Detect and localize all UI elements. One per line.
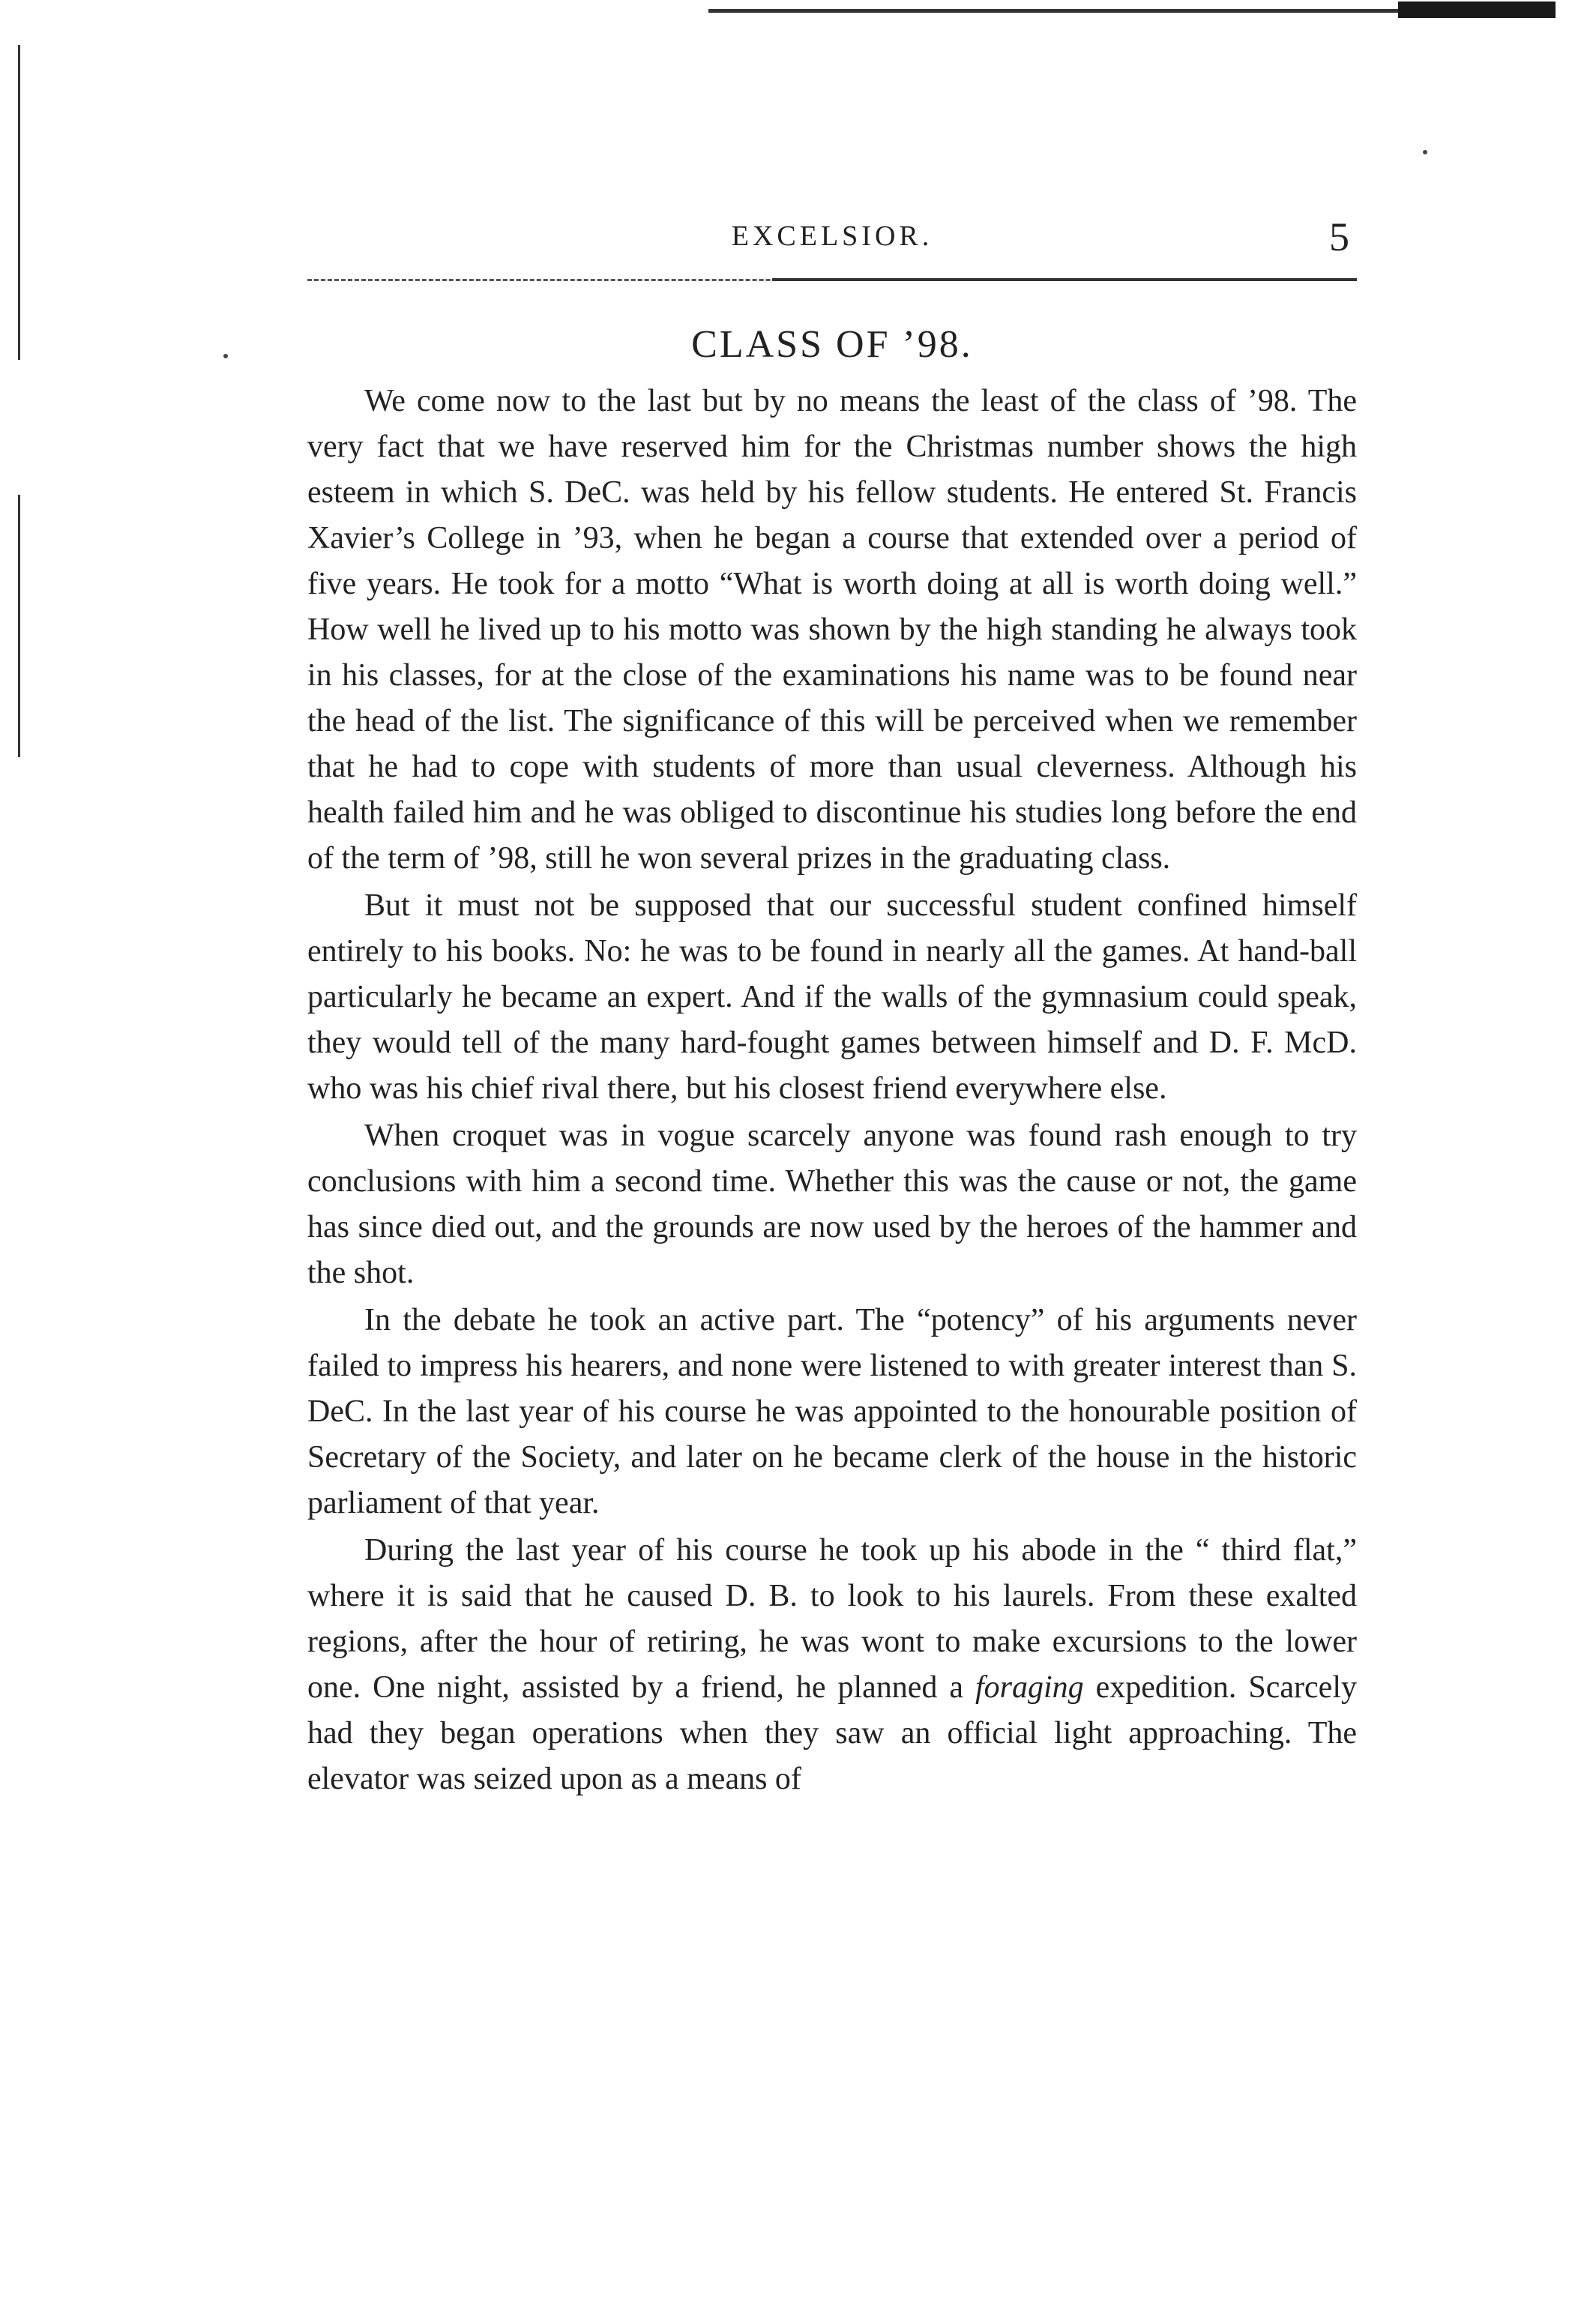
page-number: 5: [1329, 214, 1349, 259]
paragraph-text: During the last year of his course he took up his abode in the “ third flat,” where it is said that he caused D. B. to look to his laurels. From these exalted regions, after the hour of retiring, he was wont to make excursions to the lower one. One night, assisted by a friend, he planned a: [307, 1533, 1357, 1705]
italic-word: foraging: [975, 1670, 1084, 1705]
paragraph: When croquet was in vogue scarcely anyone was found rash enough to try conclusions with him a second time. Whether this was the cause or not, the game has since died out, and the grounds are now used by the heroes of the hammer and the shot.: [307, 1119, 1357, 1290]
article-body: [307, 379, 1357, 1804]
article-title: CLASS OF ’98.: [691, 323, 973, 366]
header-rule-solid: [772, 278, 1357, 281]
paragraph-text: expedition. Scarcely had they began operations when they saw an official light approaching. The elevator was seized upon as a means of: [307, 1670, 1357, 1796]
binding-mark-lower: [18, 495, 20, 757]
scan-speck: [223, 354, 228, 358]
top-edge-rule: [708, 9, 1398, 13]
binding-mark-upper: [18, 45, 20, 360]
running-title: EXCELSIOR.: [731, 220, 933, 252]
scan-speck: [1423, 150, 1427, 154]
running-head: [307, 214, 1357, 266]
paragraph: [307, 1528, 1357, 1802]
paragraph: In the debate he took an active part. The “potency” of his arguments never failed to impress his hearers, and none were listened to with greater interest than S. DeC. In the last year of his course he was appointed to the honourable position of Secretary of the Society, and later on he became clerk of the house in the historic parliament of that year.: [307, 1303, 1357, 1520]
paragraph: But it must not be supposed that our successful student confined himself entirely to his books. No: he was to be found in nearly all the games. At hand-ball particularly he became an expert. And if the walls of the gymnasium could speak, they would tell of the many hard-fought games between himself and D. F. McD. who was his chief rival there, but his closest friend everywhere else.: [307, 888, 1357, 1106]
top-edge-dark-band: [1398, 1, 1556, 18]
paragraph: We come now to the last but by no means the least of the class of ’98. The very fact that we have reserved him for the Christmas number shows the high esteem in which S. DeC. was held by his fellow students. He entered St. Francis Xavier’s College in ’93, when he began a course that extended over a period of five years. He took for a motto “What is worth doing at all is worth doing well.” How well he lived up to his motto was shown by the high standing he always took in his classes, for at the close of the examinations his name was to be found near the head of the list. The significance of this will be perceived when we remember that he had to cope with students of more than usual cleverness. Although his health failed him and he was obliged to discontinue his studies long before the end of the term of ’98, still he won several prizes in the graduating class.: [307, 384, 1357, 876]
